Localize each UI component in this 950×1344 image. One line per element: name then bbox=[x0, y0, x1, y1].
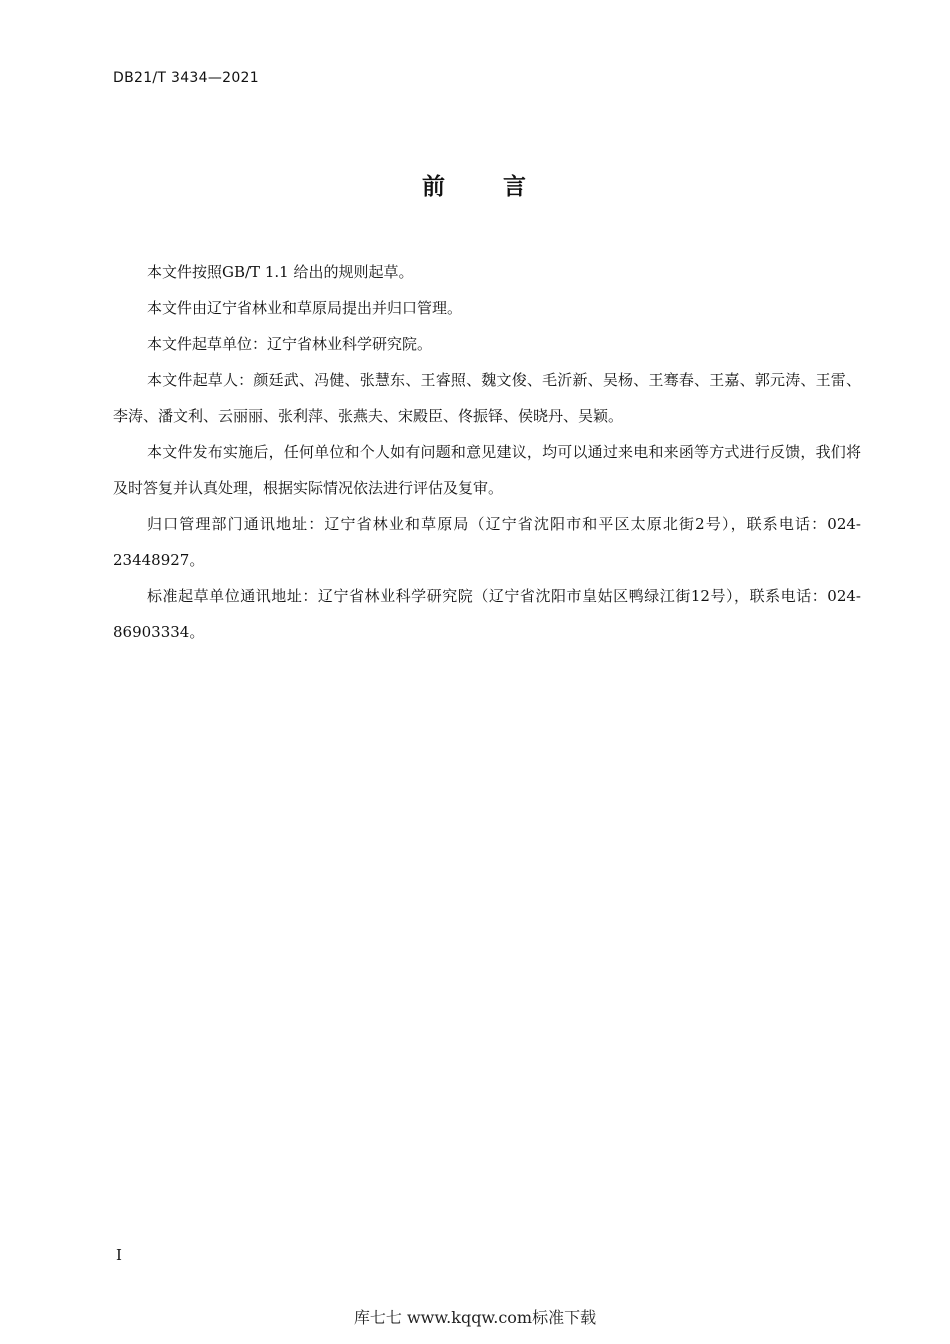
title-char-1: 前 bbox=[422, 174, 447, 200]
paragraph-drafter-address: 标准起草单位通讯地址：辽宁省林业科学研究院（辽宁省沈阳市皇姑区鸭绿江街12号），联系电话：024-86903334。 bbox=[113, 587, 861, 641]
page-title bbox=[0, 168, 950, 201]
document-code: DB21/T 3434—2021 bbox=[113, 70, 259, 86]
paragraph-feedback: 本文件发布实施后，任何单位和个人如有问题和意见建议，均可以通过来电和来函等方式进行反馈，我们将及时答复并认真处理，根据实际情况依法进行评估及复审。 bbox=[113, 443, 861, 497]
paragraph-drafting-unit: 本文件起草单位：辽宁省林业科学研究院。 bbox=[147, 335, 433, 353]
paragraph-proposer: 本文件由辽宁省林业和草原局提出并归口管理。 bbox=[147, 299, 463, 317]
paragraph-management-address: 归口管理部门通讯地址：辽宁省林业和草原局（辽宁省沈阳市和平区太原北街2号），联系电话：024-23448927。 bbox=[113, 515, 861, 569]
paragraph-drafting-rules: 本文件按照GB/T 1.1 给出的规则起草。 bbox=[147, 263, 414, 281]
foreword-body bbox=[113, 254, 861, 650]
footer-watermark: 库七七 www.kqqw.com标准下载 bbox=[353, 1308, 597, 1327]
page-number: I bbox=[116, 1246, 122, 1264]
title-char-2: 言 bbox=[503, 174, 528, 200]
paragraph-drafters: 本文件起草人：颜廷武、冯健、张慧东、王睿照、魏文俊、毛沂新、吴杨、王骞春、王嘉、郭元涛、王雷、李涛、潘文利、云丽丽、张利萍、张燕夫、宋殿臣、佟振铎、侯晓丹、吴颖。 bbox=[113, 371, 861, 425]
